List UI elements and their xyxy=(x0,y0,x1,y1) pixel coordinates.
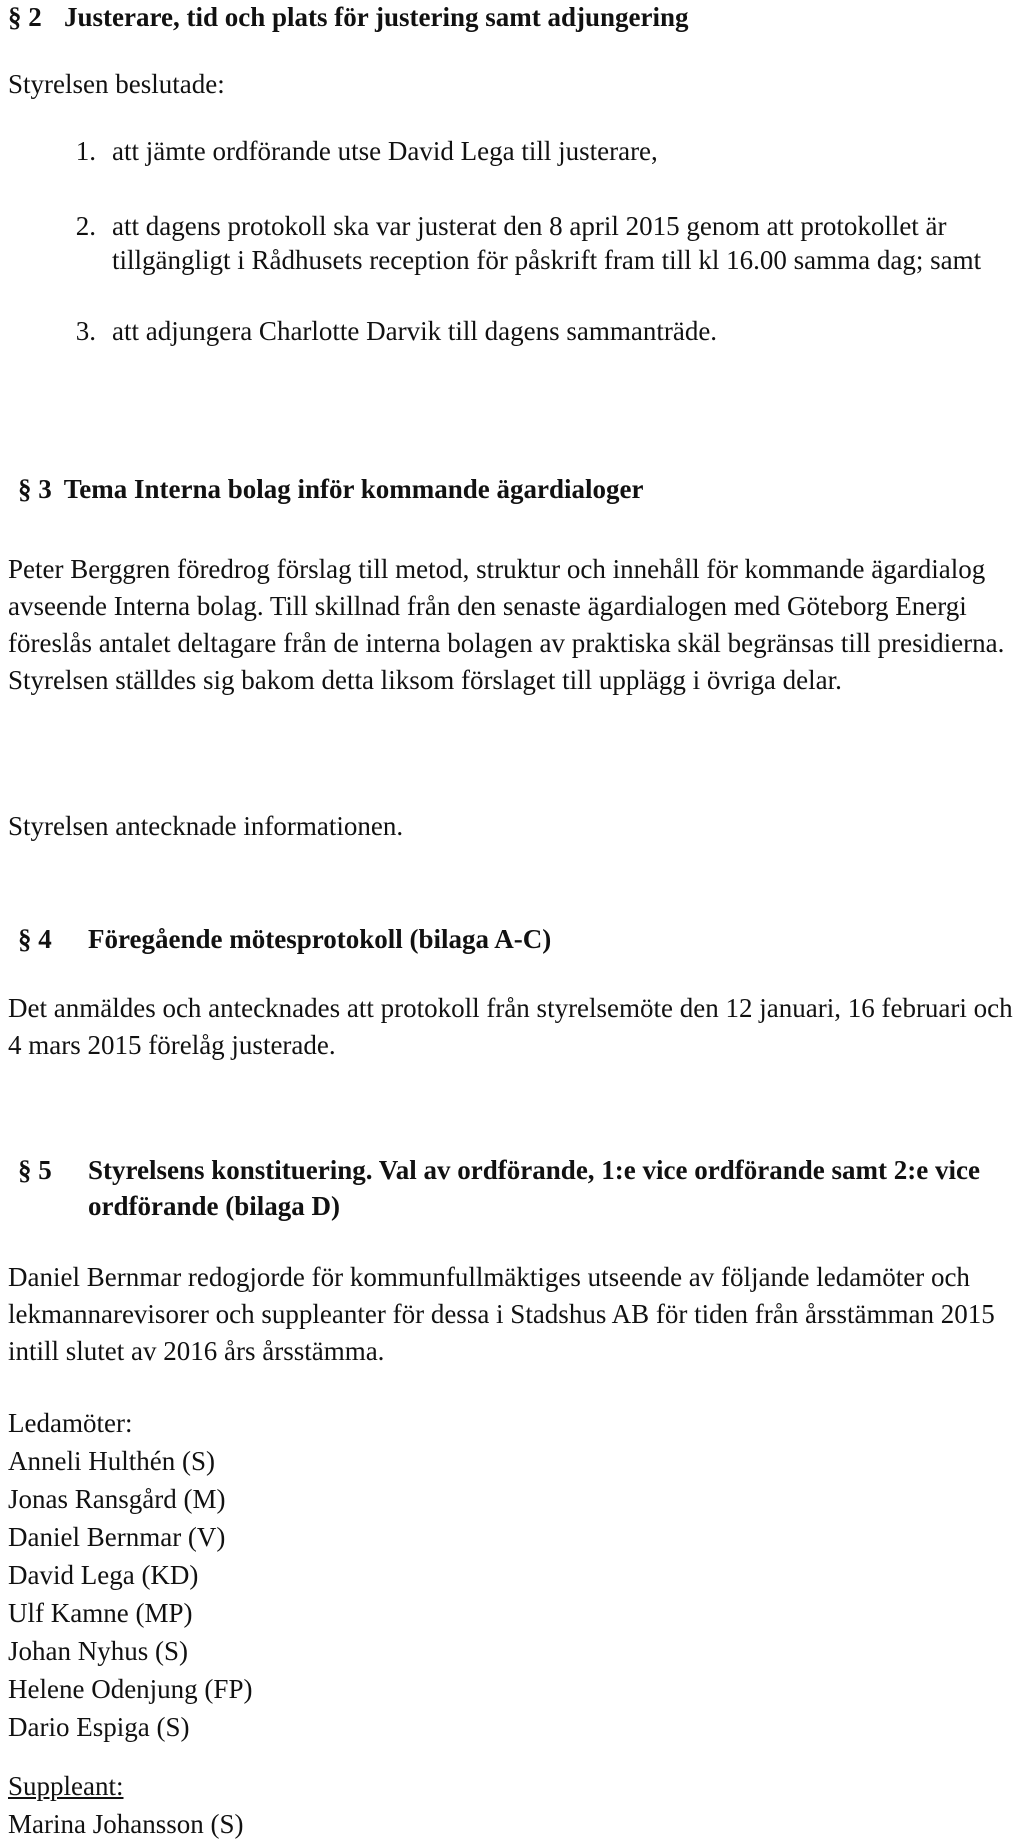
deputy-item: Marina Johansson (S) xyxy=(8,1809,244,1839)
members-list xyxy=(8,1404,1020,1746)
member-item: Dario Espiga (S) xyxy=(8,1712,190,1742)
member-item: Anneli Hulthén (S) xyxy=(8,1446,215,1476)
decision-item-text: att adjungera Charlotte Darvik till dagens sammanträde. xyxy=(112,316,718,346)
member-item: David Lega (KD) xyxy=(8,1560,199,1590)
decision-item-text: att jämte ordförande utse David Lega till justerare, xyxy=(112,136,658,166)
section-5-title: Styrelsens konstituering. Val av ordförande, 1:e vice ordförande samt 2:e vice ordförande (bilaga D) xyxy=(88,1155,980,1221)
section-5-body: Daniel Bernmar redogjorde för kommunfullmäktiges utseende av följande ledamöter och lekmannarevisorer och suppleanter för dessa i Stadshus AB för tiden från årsstämman 2015 intill slutet av 2016 års årsstämma. xyxy=(8,1262,995,1366)
deputies-label: Suppleant: xyxy=(8,1771,124,1801)
section-3-number: § 3 xyxy=(18,474,52,504)
section-2-title: Justerare, tid och plats för justering samt adjungering xyxy=(64,2,689,32)
decision-item-number: 1. xyxy=(75,136,96,166)
decision-item-number: 2. xyxy=(75,211,96,241)
decision-item-text: att dagens protokoll ska var justerat den 8 april 2015 genom att protokollet är tillgängligt i Rådhusets reception för påskrift fram till kl 16.00 samma dag; samt xyxy=(112,211,982,275)
section-2-decision-list xyxy=(0,134,1020,348)
member-item: Ulf Kamne (MP) xyxy=(8,1598,193,1628)
decision-item-number: 3. xyxy=(75,316,96,346)
section-4-number: § 4 xyxy=(18,924,52,954)
section-2-number: § 2 xyxy=(8,2,42,32)
member-item: Johan Nyhus (S) xyxy=(8,1636,188,1666)
members-label: Ledamöter: xyxy=(8,1408,133,1438)
decision-item xyxy=(0,314,1020,348)
member-item: Jonas Ransgård (M) xyxy=(8,1484,226,1514)
section-3-title: Tema Interna bolag inför kommande ägardialoger xyxy=(63,474,644,504)
section-3-note: Styrelsen antecknade informationen. xyxy=(8,811,404,841)
section-3-body: Peter Berggren föredrog förslag till metod, struktur och innehåll för kommande ägardialog avseende Interna bolag. Till skillnad från den senaste ägardialogen med Göteborg Energi föreslås antalet deltagare från de interna bolagen av praktiska skäl begränsas till presidierna. Styrelsen ställdes sig bakom detta liksom förslaget till upplägg i övriga delar. xyxy=(8,554,1005,695)
section-2-intro: Styrelsen beslutade: xyxy=(8,69,225,99)
member-item: Daniel Bernmar (V) xyxy=(8,1522,226,1552)
decision-item xyxy=(0,134,1020,168)
section-4-title: Föregående mötesprotokoll (bilaga A-C) xyxy=(88,924,552,954)
section-2-heading xyxy=(8,0,1020,35)
section-5-heading xyxy=(8,1152,1020,1224)
section-4-body: Det anmäldes och antecknades att protokoll från styrelsemöte den 12 januari, 16 februari och 4 mars 2015 förelåg justerade. xyxy=(8,993,1013,1060)
member-item: Helene Odenjung (FP) xyxy=(8,1674,253,1704)
deputies-list xyxy=(8,1767,1020,1843)
section-5-number: § 5 xyxy=(18,1155,52,1185)
decision-item xyxy=(0,209,1020,277)
section-4-heading xyxy=(8,921,1020,957)
section-3-heading xyxy=(8,471,1020,507)
